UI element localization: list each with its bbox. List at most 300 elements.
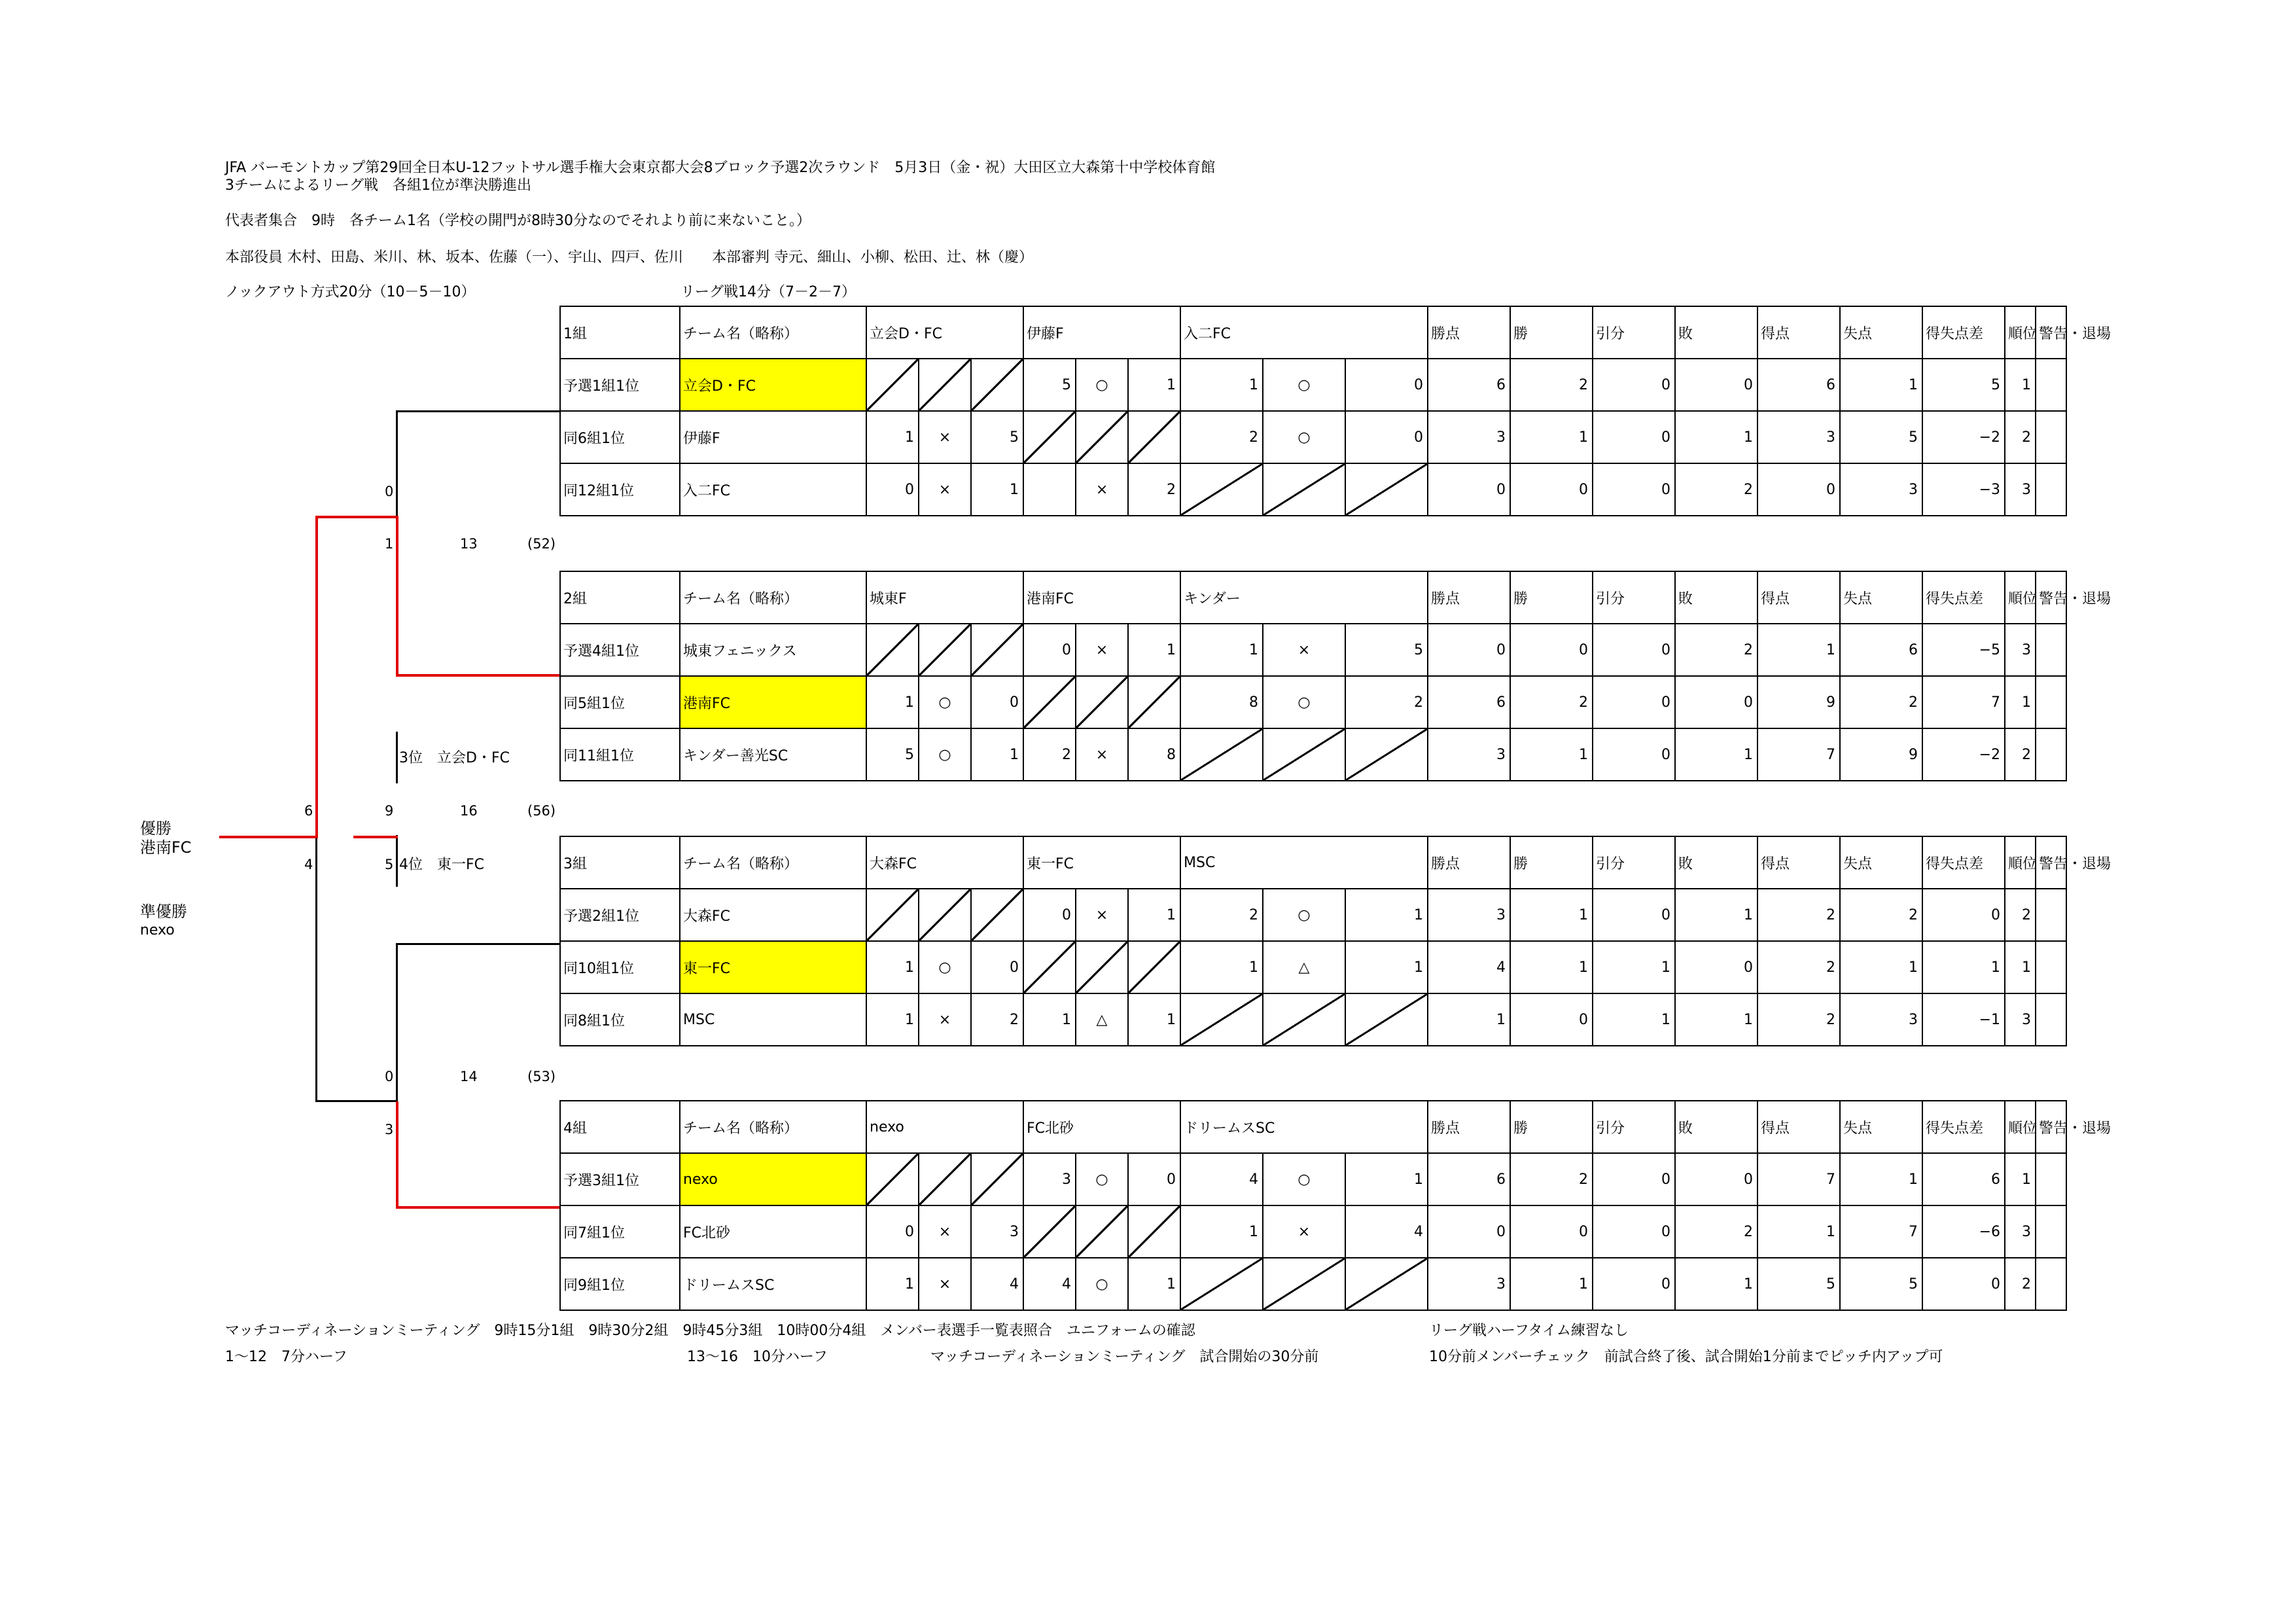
stat-cell: 5	[1840, 411, 1922, 463]
stat-cell: 7	[1757, 1153, 1840, 1205]
stat-cell: −2	[1922, 728, 2005, 781]
table-header-row	[560, 306, 2066, 359]
stat-cell: 1	[2005, 676, 2036, 728]
column-header: 得点	[1757, 571, 1840, 624]
match-goals-against: 0	[971, 676, 1023, 728]
match-goals-for: 0	[1023, 624, 1076, 676]
stat-cell	[2036, 993, 2066, 1046]
column-header-team: チーム名（略称）	[680, 1101, 866, 1153]
stat-cell: 1	[1757, 624, 1840, 676]
match-result: ○	[1263, 1153, 1345, 1205]
self-match-cell	[1128, 676, 1180, 728]
column-header-opponent: 港南FC	[1023, 571, 1180, 624]
table-header-row	[560, 1101, 2066, 1153]
team-cell: 伊藤F	[680, 411, 866, 463]
match-goals-against: 1	[971, 463, 1023, 516]
title-line: JFA バーモントカップ第29回全日本U-12フットサル選手権大会東京都大会8ブロック予選2次ラウンド 5月3日（金・祝）大田区立大森第十中学校体育館	[225, 160, 1216, 176]
match-result: ×	[1076, 463, 1128, 516]
column-header-opponent: MSC	[1180, 836, 1428, 889]
self-match-cell	[1345, 1258, 1428, 1310]
match-result: ○	[1263, 889, 1345, 941]
stat-cell: −5	[1922, 624, 2005, 676]
column-header: 勝	[1510, 836, 1593, 889]
stat-cell: 1	[1840, 359, 1922, 411]
match-result: ○	[919, 941, 971, 993]
third-place-line	[353, 836, 398, 838]
self-match-cell	[971, 624, 1023, 676]
stat-cell: 0	[1510, 1205, 1593, 1258]
column-header: 敗	[1675, 306, 1757, 359]
runner-up-team: nexo	[140, 922, 175, 938]
third-place-score: 9	[385, 803, 394, 819]
stat-cell: 0	[1428, 624, 1510, 676]
match-goals-for: 4	[1023, 1258, 1076, 1310]
stat-cell: 2	[2005, 728, 2036, 781]
match-goals-for: 1	[866, 993, 919, 1046]
self-match-cell	[1023, 411, 1076, 463]
stat-cell: 0	[1757, 463, 1840, 516]
table-row	[560, 624, 2066, 676]
stat-cell: 2	[2005, 1258, 2036, 1310]
seed-cell: 同7組1位	[560, 1205, 680, 1258]
stat-cell: 2	[1675, 1205, 1757, 1258]
bracket-line	[396, 410, 398, 516]
self-match-cell	[1076, 941, 1128, 993]
team-cell: キンダー善光SC	[680, 728, 866, 781]
stat-cell: 6	[1922, 1153, 2005, 1205]
footer-meeting-timing: マッチコーディネーションミーティング 試合開始の30分前	[930, 1349, 1319, 1365]
stat-cell: 1	[1510, 1258, 1593, 1310]
stat-cell: 6	[1757, 359, 1840, 411]
bracket-line	[315, 1100, 398, 1102]
self-match-cell	[1128, 1205, 1180, 1258]
team-cell: 城東フェニックス	[680, 624, 866, 676]
column-header: 得失点差	[1922, 306, 2005, 359]
column-header-opponent: ドリームスSC	[1180, 1101, 1428, 1153]
match-goals-against: 1	[1128, 889, 1180, 941]
column-header: 失点	[1840, 1101, 1922, 1153]
match-goals-for	[1023, 463, 1076, 516]
column-header: 勝点	[1428, 306, 1510, 359]
stat-cell: 3	[2005, 624, 2036, 676]
stat-cell: 1	[1510, 941, 1593, 993]
sf1-match-id: (52)	[527, 536, 556, 552]
stat-cell	[2036, 1205, 2066, 1258]
final-bottom-score: 4	[304, 857, 313, 872]
stat-cell: 1	[1675, 1258, 1757, 1310]
sf2-bottom-score: 3	[385, 1122, 394, 1137]
match-result: ○	[1076, 359, 1128, 411]
stat-cell: 0	[1675, 359, 1757, 411]
stat-cell	[2036, 411, 2066, 463]
column-header: 得点	[1757, 1101, 1840, 1153]
stat-cell: 3	[1428, 411, 1510, 463]
stat-cell: 0	[1593, 676, 1675, 728]
sf2-top-score: 0	[385, 1069, 394, 1084]
match-goals-against: 0	[971, 941, 1023, 993]
group-table-2	[559, 571, 2111, 781]
stat-cell: 0	[1593, 411, 1675, 463]
stat-cell: 6	[1428, 1153, 1510, 1205]
match-goals-against: 1	[1128, 359, 1180, 411]
tp-match-id: (56)	[527, 803, 556, 819]
bracket-line	[396, 835, 398, 887]
table-row	[560, 1258, 2066, 1310]
match-goals-for: 1	[866, 676, 919, 728]
league-format: リーグ戦14分（7－2－7）	[680, 284, 856, 300]
match-goals-against: 1	[1345, 941, 1428, 993]
self-match-cell	[1345, 993, 1428, 1046]
stat-cell	[2036, 941, 2066, 993]
self-match-cell	[919, 359, 971, 411]
winner-line	[315, 516, 398, 518]
table-row	[560, 359, 2066, 411]
team-cell: 入二FC	[680, 463, 866, 516]
match-goals-for: 1	[1180, 941, 1263, 993]
match-goals-for: 1	[866, 411, 919, 463]
match-result: ○	[919, 728, 971, 781]
self-match-cell	[1180, 463, 1263, 516]
match-result: △	[1076, 993, 1128, 1046]
stat-cell: 6	[1428, 676, 1510, 728]
stat-cell: −6	[1922, 1205, 2005, 1258]
self-match-cell	[1263, 728, 1345, 781]
team-cell: 東一FC	[680, 941, 866, 993]
stat-cell: 1	[1593, 941, 1675, 993]
column-header: 勝点	[1428, 571, 1510, 624]
column-header: 得失点差	[1922, 836, 2005, 889]
column-header-opponent: キンダー	[1180, 571, 1428, 624]
match-goals-against: 5	[971, 411, 1023, 463]
stat-cell: 2	[2005, 411, 2036, 463]
knockout-format: ノックアウト方式20分（10－5－10）	[225, 284, 476, 300]
column-header: 得点	[1757, 836, 1840, 889]
match-goals-for: 5	[1023, 359, 1076, 411]
stat-cell: 0	[1922, 1258, 2005, 1310]
column-header: 失点	[1840, 836, 1922, 889]
column-header: 敗	[1675, 1101, 1757, 1153]
stat-cell: 2	[2005, 889, 2036, 941]
match-goals-against: 8	[1128, 728, 1180, 781]
stat-cell: 1	[1510, 728, 1593, 781]
stat-cell: 1	[2005, 1153, 2036, 1205]
table-row	[560, 941, 2066, 993]
seed-cell: 予選3組1位	[560, 1153, 680, 1205]
sf1-bottom-score: 1	[385, 536, 394, 552]
final-top-score: 6	[304, 803, 313, 819]
match-goals-for: 0	[1023, 889, 1076, 941]
format-line: 3チームによるリーグ戦 各組1位が準決勝進出	[225, 177, 531, 194]
stat-cell: 4	[1428, 941, 1510, 993]
stat-cell: 0	[1593, 463, 1675, 516]
table-row	[560, 1205, 2066, 1258]
bracket-line	[315, 836, 317, 1101]
group-name: 4組	[560, 1101, 680, 1153]
seed-cell: 予選4組1位	[560, 624, 680, 676]
runner-up-label: 準優勝	[140, 902, 187, 921]
stat-cell: 1	[1593, 993, 1675, 1046]
stat-cell: 1	[1840, 1153, 1922, 1205]
stat-cell: 5	[1922, 359, 2005, 411]
stat-cell: −2	[1922, 411, 2005, 463]
column-header-team: チーム名（略称）	[680, 836, 866, 889]
seed-cell: 予選2組1位	[560, 889, 680, 941]
self-match-cell	[866, 889, 919, 941]
self-match-cell	[1263, 463, 1345, 516]
bracket-line	[396, 943, 398, 1101]
match-goals-for: 1	[1180, 1205, 1263, 1258]
match-result: ×	[1076, 728, 1128, 781]
stat-cell: 0	[1593, 359, 1675, 411]
stat-cell: 7	[1757, 728, 1840, 781]
stat-cell: 1	[1675, 889, 1757, 941]
match-goals-against: 0	[1128, 1153, 1180, 1205]
stat-cell	[2036, 728, 2066, 781]
team-cell: 立会D・FC	[680, 359, 866, 411]
stat-cell: 3	[2005, 993, 2036, 1046]
match-result: △	[1263, 941, 1345, 993]
match-goals-for: 0	[866, 463, 919, 516]
self-match-cell	[919, 624, 971, 676]
stat-cell	[2036, 1153, 2066, 1205]
stat-cell: 0	[1675, 941, 1757, 993]
self-match-cell	[1023, 941, 1076, 993]
stat-cell: 3	[1757, 411, 1840, 463]
column-header: 警告・退場	[2036, 1101, 2066, 1153]
column-header-opponent: 大森FC	[866, 836, 1023, 889]
stat-cell: 3	[2005, 1205, 2036, 1258]
group-table-1	[559, 306, 2111, 516]
column-header-opponent: 城東F	[866, 571, 1023, 624]
match-goals-for: 8	[1180, 676, 1263, 728]
match-result: ×	[1263, 624, 1345, 676]
table-header-row	[560, 836, 2066, 889]
column-header: 勝点	[1428, 836, 1510, 889]
column-header-team: チーム名（略称）	[680, 571, 866, 624]
seed-cell: 同12組1位	[560, 463, 680, 516]
column-header: 敗	[1675, 836, 1757, 889]
match-goals-for: 3	[1023, 1153, 1076, 1205]
self-match-cell	[866, 359, 919, 411]
stat-cell: 0	[1593, 1258, 1675, 1310]
seed-cell: 同8組1位	[560, 993, 680, 1046]
match-goals-against: 2	[1128, 463, 1180, 516]
table-row	[560, 676, 2066, 728]
self-match-cell	[1345, 463, 1428, 516]
match-result: ○	[1263, 676, 1345, 728]
match-goals-against: 5	[1345, 624, 1428, 676]
column-header: 警告・退場	[2036, 306, 2066, 359]
stat-cell: 1	[1428, 993, 1510, 1046]
group-name: 3組	[560, 836, 680, 889]
stat-cell: 1	[1757, 1205, 1840, 1258]
finalist-line	[396, 1206, 559, 1209]
stat-cell: 3	[1428, 728, 1510, 781]
group-name: 1組	[560, 306, 680, 359]
match-goals-against: 1	[1128, 1258, 1180, 1310]
column-header: 順位	[2005, 571, 2036, 624]
match-result: ×	[919, 463, 971, 516]
stat-cell	[2036, 676, 2066, 728]
fourth-place-label: 4位 東一FC	[399, 857, 485, 873]
match-goals-for: 5	[866, 728, 919, 781]
seed-cell: 同5組1位	[560, 676, 680, 728]
column-header: 得失点差	[1922, 571, 2005, 624]
table-row	[560, 993, 2066, 1046]
stat-cell: 2	[1840, 889, 1922, 941]
sf1-match-number: 13	[460, 536, 478, 552]
footer-member-check: 10分前メンバーチェック 前試合終了後、試合開始1分前までピッチ内アップ可	[1429, 1349, 1943, 1365]
stat-cell: 0	[1593, 728, 1675, 781]
group-name: 2組	[560, 571, 680, 624]
stat-cell: −1	[1922, 993, 2005, 1046]
stat-cell: 2	[1510, 1153, 1593, 1205]
winner-line	[315, 516, 318, 838]
column-header: 引分	[1593, 571, 1675, 624]
match-goals-against: 0	[1345, 359, 1428, 411]
match-goals-against: 0	[1345, 411, 1428, 463]
group-table-4	[559, 1100, 2111, 1311]
stat-cell: 0	[1428, 1205, 1510, 1258]
stat-cell: 5	[1757, 1258, 1840, 1310]
self-match-cell	[1180, 1258, 1263, 1310]
self-match-cell	[1023, 676, 1076, 728]
match-result: ×	[919, 1205, 971, 1258]
stat-cell: 0	[1428, 463, 1510, 516]
match-goals-for: 0	[866, 1205, 919, 1258]
stat-cell: 1	[1510, 411, 1593, 463]
self-match-cell	[866, 1153, 919, 1205]
match-goals-for: 2	[1180, 411, 1263, 463]
match-result: ○	[1263, 359, 1345, 411]
match-result: ×	[919, 993, 971, 1046]
table-row	[560, 411, 2066, 463]
stat-cell: 5	[1840, 1258, 1922, 1310]
stat-cell: 7	[1840, 1205, 1922, 1258]
column-header-opponent: FC北砂	[1023, 1101, 1180, 1153]
self-match-cell	[919, 1153, 971, 1205]
match-result: ×	[919, 411, 971, 463]
table-row	[560, 463, 2066, 516]
staff-line: 本部役員 木村、田島、米川、林、坂本、佐藤（一）、宇山、四戸、佐川 本部審判 寺元、細山、小柳、松田、辻、林（慶）	[225, 249, 1033, 266]
match-goals-against: 1	[1345, 1153, 1428, 1205]
stat-cell: 0	[1593, 889, 1675, 941]
match-goals-against: 4	[971, 1258, 1023, 1310]
match-goals-for: 1	[1180, 359, 1263, 411]
sf2-match-id: (53)	[527, 1069, 556, 1084]
stat-cell: 1	[2005, 941, 2036, 993]
match-goals-against: 1	[1128, 993, 1180, 1046]
match-result: ×	[1076, 889, 1128, 941]
stat-cell: 0	[1593, 1153, 1675, 1205]
column-header: 敗	[1675, 571, 1757, 624]
self-match-cell	[919, 889, 971, 941]
finalist-line	[396, 1101, 398, 1208]
match-goals-against: 1	[1345, 889, 1428, 941]
self-match-cell	[1180, 728, 1263, 781]
stat-cell: 1	[1675, 728, 1757, 781]
stat-cell: 0	[1675, 676, 1757, 728]
column-header: 順位	[2005, 1101, 2036, 1153]
self-match-cell	[1076, 411, 1128, 463]
match-result: ×	[919, 1258, 971, 1310]
self-match-cell	[971, 1153, 1023, 1205]
column-header-opponent: 入二FC	[1180, 306, 1428, 359]
match-goals-against: 4	[1345, 1205, 1428, 1258]
self-match-cell	[1263, 1258, 1345, 1310]
stat-cell: 6	[1840, 624, 1922, 676]
stat-cell: 7	[1922, 676, 2005, 728]
bracket-line	[396, 732, 398, 783]
column-header: 引分	[1593, 836, 1675, 889]
match-goals-for: 1	[866, 941, 919, 993]
table-row	[560, 889, 2066, 941]
stat-cell: 3	[1428, 889, 1510, 941]
stat-cell: 2	[1675, 463, 1757, 516]
self-match-cell	[866, 624, 919, 676]
match-goals-against: 3	[971, 1205, 1023, 1258]
stat-cell	[2036, 889, 2066, 941]
match-goals-against: 1	[971, 728, 1023, 781]
column-header: 失点	[1840, 306, 1922, 359]
stat-cell: 9	[1757, 676, 1840, 728]
match-goals-for: 2	[1180, 889, 1263, 941]
column-header: 引分	[1593, 306, 1675, 359]
sf2-match-number: 14	[460, 1069, 478, 1084]
stat-cell: 1	[1922, 941, 2005, 993]
team-cell: MSC	[680, 993, 866, 1046]
stat-cell: 2	[1510, 359, 1593, 411]
team-cell: 大森FC	[680, 889, 866, 941]
column-header-opponent: 東一FC	[1023, 836, 1180, 889]
table-header-row	[560, 571, 2066, 624]
self-match-cell	[1128, 941, 1180, 993]
match-result: ○	[1076, 1153, 1128, 1205]
stat-cell: 2	[1675, 624, 1757, 676]
table-row	[560, 1153, 2066, 1205]
column-header-team: チーム名（略称）	[680, 306, 866, 359]
group-table-3	[559, 836, 2111, 1046]
match-result: ×	[1076, 624, 1128, 676]
meeting-line: 代表者集合 9時 各チーム1名（学校の開門が8時30分なのでそれより前に来ないこと。）	[225, 213, 811, 229]
stat-cell	[2036, 463, 2066, 516]
match-goals-for: 1	[1023, 993, 1076, 1046]
stat-cell: 3	[1428, 1258, 1510, 1310]
stat-cell	[2036, 1258, 2066, 1310]
stat-cell: 0	[1675, 1153, 1757, 1205]
seed-cell: 同6組1位	[560, 411, 680, 463]
column-header: 勝	[1510, 571, 1593, 624]
tp-match-number: 16	[460, 803, 478, 819]
column-header: 順位	[2005, 836, 2036, 889]
stat-cell: 2	[1510, 676, 1593, 728]
team-cell: nexo	[680, 1153, 866, 1205]
column-header: 勝点	[1428, 1101, 1510, 1153]
self-match-cell	[1076, 1205, 1128, 1258]
match-result: ○	[1263, 411, 1345, 463]
seed-cell: 同11組1位	[560, 728, 680, 781]
stat-cell: 0	[1510, 624, 1593, 676]
seed-cell: 同9組1位	[560, 1258, 680, 1310]
match-goals-against: 1	[1128, 624, 1180, 676]
self-match-cell	[1128, 411, 1180, 463]
footer-match-length-2: 13～16 10分ハーフ	[687, 1349, 828, 1365]
column-header: 警告・退場	[2036, 571, 2066, 624]
seed-cell: 予選1組1位	[560, 359, 680, 411]
stat-cell: 6	[1428, 359, 1510, 411]
stat-cell: 3	[1840, 993, 1922, 1046]
column-header: 勝	[1510, 306, 1593, 359]
